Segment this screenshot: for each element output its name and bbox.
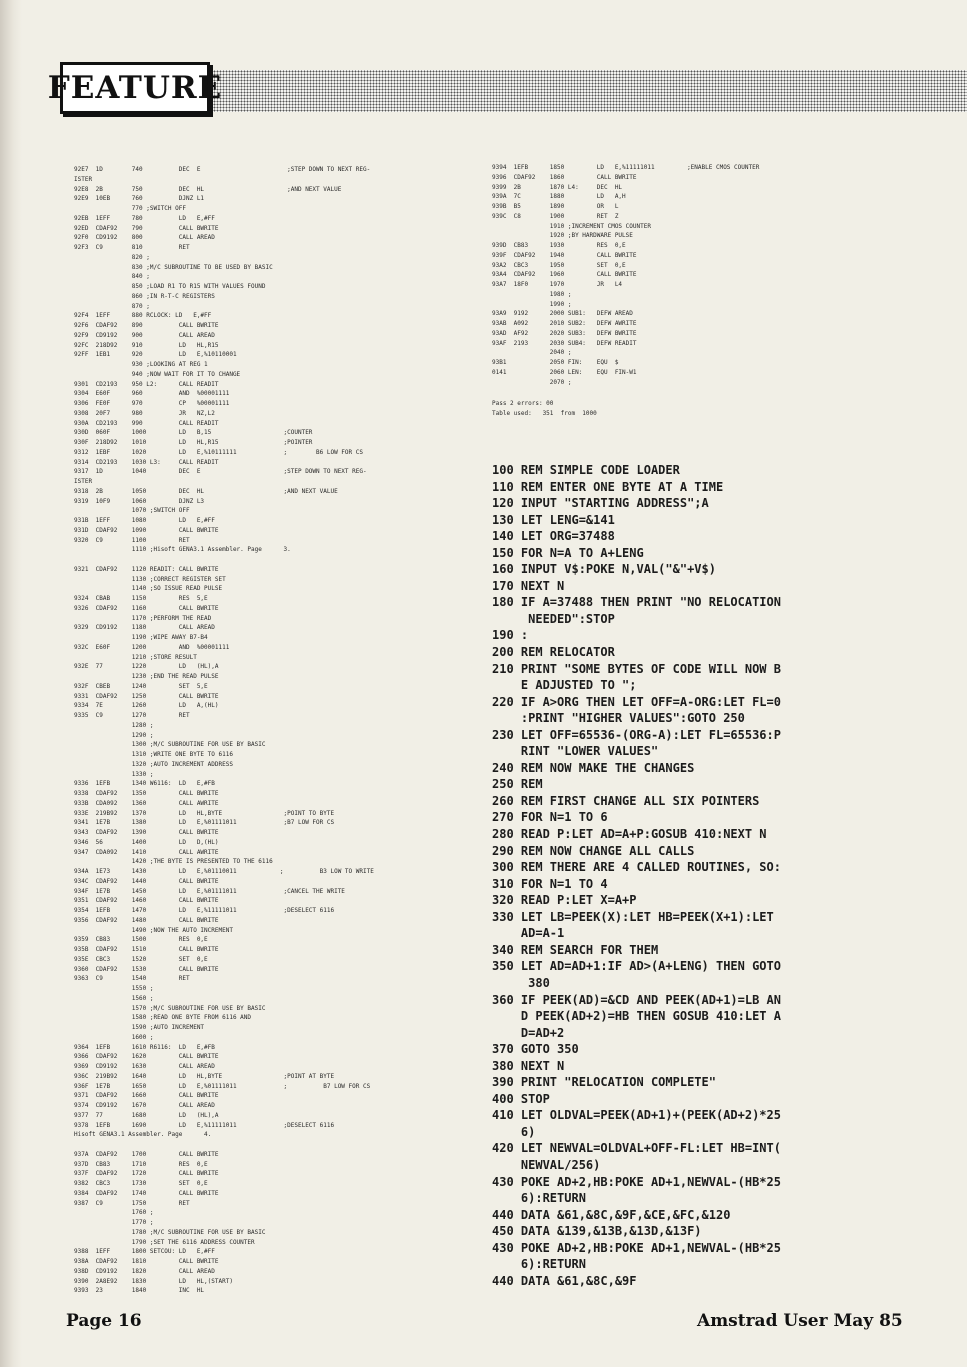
- page-number: Page 16: [66, 1311, 142, 1331]
- assembler-listing-left: 92E7 1D 740 DEC E ;STEP DOWN TO NEXT REG- ISTER 92E8 2B 750 DEC HL ;AND NEXT VALUE 92E9 10EB 760 DJNZ L1 770 ;SWITCH OFF 92EB 1EFF 780 LD E,#FF 92ED CDAF92 790 CALL BWRITE 92F0 CD9192 800 CALL AREAD 92F3 C9 810 RET 820 ; 830 ;M/C SUBROUTINE TO BE USED BY BASIC 840 ; 850 ;LOAD R1 TO R15 WITH VALUES FOUND 860 ;IN R-T-C REGISTERS 870 ; 92F4 1EFF 880 RCLOCK: LD E,#FF 92F6 CDAF92 890 CALL BWRITE 92F9 CD9192 900 CALL AREAD 92FC 218D92 910 LD HL,R15 92FF 1EB1 920 LD E,%10110001 930 ;LOOKING AT REG 1 940 ;NOW WAIT FOR IT TO CHANGE 9301 CD2193 950 L2: CALL READIT 9304 E60F 960 AND %00001111 9306 FE0F 970 CP %00001111 9308 20F7 980 JR NZ,L2 930A CD2193 990 CALL READIT 930D 060F 1000 LD B,15 ;COUNTER 930F 218D92 1010 LD HL,R15 ;POINTER 9312 1EBF 1020 LD E,%10111111 ; B6 LOW FOR CS 9314 CD2193 1030 L3: CALL READIT 9317 1D 1040 DEC E ;STEP DOWN TO NEXT REG- ISTER 9318 2B 1050 DEC HL ;AND NEXT VALUE 9319 10F9 1060 DJNZ L3 1070 ;SWITCH OFF 931B 1EFF 1080 LD E,#FF 931D CDAF92 1090 CALL BWRITE 9320 C9 1100 RET 1110 ;Hisoft GENA3.1 Assembler. Page 3. 9321 CDAF92 1120 READIT: CALL BWRITE 1130 ;CORRECT REGISTER SET 1140 ;SO ISSUE READ PULSE 9324 CBAB 1150 RES 5,E 9326 CDAF92 1160 CALL BWRITE 1170 ;PERFORM THE READ 9329 CD9192 1180 CALL AREAD 1190 ;WIPE AWAY B7-B4 932C E60F 1200 AND %00001111 1210 ;STORE RESULT 932E 77 1220 LD (HL),A 1230 ;END THE READ PULSE 932F CBEB 1240 SET 5,E 9331 CDAF92 1250 CALL BWRITE 9334 7E 1260 LD A,(HL) 9335 C9 1270 RET 1280 ; 1290 ; 1300 ;M/C SUBROUTINE FOR USE BY BASIC 1310 ;WRITE ONE BYTE TO 6116 1320 ;AUTO INCREMENT ADDRESS 1330 ; 9336 1EFB 1340 W6116: LD E,#FB 9338 CDAF92 1350 CALL BWRITE 933B CDA092 1360 CALL AWRITE 933E 219B92 1370 LD HL,BYTE ;POINT TO BYTE 9341 1E7B 1380 LD E,%01111011 ;B7 LOW FOR CS 9343 CDAF92 1390 CALL BWRITE 9346 56 1400 LD D,(HL) 9347 CDA092 1410 CALL AWRITE 1420 ;THE BYTE IS PRESENTED TO THE 6116 934A 1E73 1430 LD E,%01110011 ; B3 LOW TO WRITE 934C CDAF92 1440 CALL BWRITE 934F 1E7B 1450 LD E,%01111011 ;CANCEL THE WRITE 9351 CDAF92 1460 CALL BWRITE 9354 1EFB 1470 LD E,%11111011 ;DESELECT 6116 9356 CDAF92 1480 CALL BWRITE 1490 ;NOW THE AUTO INCREMENT 9359 CB83 1500 RES 0,E 935B CDAF92 1510 CALL BWRITE 935E CBC3 1520 SET 0,E 9360 CDAF92 1530 CALL BWRITE 9363 C9 1540 RET 1550 ; 1560 ; 1570 ;M/C SUBROUTINE FOR USE BY BASIC 1580 ;READ ONE BYTE FROM 6116 AND 1590 ;AUTO INCREMENT 1600 ; 9364 1EFB 1610 R6116: LD E,#FB 9366 CDAF92 1620 CALL BWRITE 9369 CD9192 1630 CALL AREAD 936C 219B92 1640 LD HL,BYTE ;POINT AT BYTE 936F 1E7B 1650 LD E,%01111011 ; B7 LOW FOR CS 9371 CDAF92 1660 CALL BWRITE 9374 CD9192 1670 CALL AREAD 9377 77 1680 LD (HL),A 9378 1EFB 1690 LD E,%11111011 ;DESELECT 6116 Hisoft GENA3.1 Assembler. Page 4. 937A CDAF92 1700 CALL BWRITE 937D CB83 1710 RES 0,E 937F CDAF92 1720 CALL BWRITE 9382 CBC3 1730 SET 0,E 9384 CDAF92 1740 CALL BWRITE 9387 C9 1750 RET 1760 ; 1770 ; 1780 ;M/C SUBROUTINE FOR USE BY BASIC 1790 ;SET THE 6116 ADDRESS COUNTER 9388 1EFF 1800 SETCOU: LD E,#FF 938A CDAF92 1810 CALL BWRITE 938D CD9192 1820 CALL AREAD 9390 2A8E92 1830 LD HL,(START) 9393 23 1840 INC HL: [74, 166, 374, 1295]
- assembler-stats: Pass 2 errors: 00 Table used: 351 from 1000: [492, 400, 597, 417]
- assembler-listing-right: 9394 1EFB 1850 LD E,%11111011 ;ENABLE CMOS COUNTER 9396 CDAF92 1860 CALL BWRITE 9399 2B 1870 L4: DEC HL 939A 7C 1880 LD A,H 939B B5 1890 OR L 939C C8 1900 RET Z 1910 ;INCREMENT CMOS COUNTER 1920 ;BY HARDWARE PULSE 939D CB83 1930 RES 0,E 939F CDAF92 1940 CALL BWRITE 93A2 CBC3 1950 SET 0,E 93A4 CDAF92 1960 CALL BWRITE 93A7 18F0 1970 JR L4 1980 ; 1990 ; 93A9 9192 2000 SUB1: DEFW AREAD 93AB A092 2010 SUB2: DEFW AWRITE 93AD AF92 2020 SUB3: DEFW BWRITE 93AF 2193 2030 SUB4: DEFW READIT 2040 ; 93B1 2050 FIN: EQU $ 0141 2060 LEN: EQU FIN-W1 2070 ;: [492, 164, 760, 386]
- section-title: FEATURE: [60, 62, 210, 114]
- basic-program-listing: 100 REM SIMPLE CODE LOADER 110 REM ENTER ONE BYTE AT A TIME 120 INPUT "STARTING ADDRESS";A 130 LET LENG=&141 140 LET ORG=37488 150 FOR N=A TO A+LENG 160 INPUT V$:POKE N,VAL("&"+V$) 170 NEXT N 180 IF A=37488 THEN PRINT "NO RELOCATION NEEDED":STOP 190 : 200 REM RELOCATOR 210 PRINT "SOME BYTES OF CODE WILL NOW B E ADJUSTED TO "; 220 IF A>ORG THEN LET OFF=A-ORG:LET FL=0 :PRINT "HIGHER VALUES":GOTO 250 230 LET OFF=65536-(ORG-A):LET FL=65536:P RINT "LOWER VALUES" 240 REM NOW MAKE THE CHANGES 250 REM 260 REM FIRST CHANGE ALL SIX POINTERS 270 FOR N=1 TO 6 280 READ P:LET AD=A+P:GOSUB 410:NEXT N 290 REM NOW CHANGE ALL CALLS 300 REM THERE ARE 4 CALLED ROUTINES, SO: 310 FOR N=1 TO 4 320 READ P:LET X=A+P 330 LET LB=PEEK(X):LET HB=PEEK(X+1):LET AD=A-1 340 REM SEARCH FOR THEM 350 LET AD=AD+1:IF AD>(A+LENG) THEN GOTO 380 360 IF PEEK(AD)=&CD AND PEEK(AD+1)=LB AN D PEEK(AD+2)=HB THEN GOSUB 410:LET A D=AD+2 370 GOTO 350 380 NEXT N 390 PRINT "RELOCATION COMPLETE" 400 STOP 410 LET OLDVAL=PEEK(AD+1)+(PEEK(AD+2)*25 6) 420 LET NEWVAL=OLDVAL+OFF-FL:LET HB=INT( NEWVAL/256) 430 POKE AD+2,HB:POKE AD+1,NEWVAL-(HB*25 6):RETURN 440 DATA &61,&8C,&9F,&CE,&FC,&120 450 DATA &139,&13B,&13D,&13F) 430 POKE AD+2,HB:POKE AD+1,NEWVAL-(HB*25 6):RETURN 440 DATA &61,&8C,&9F: [492, 463, 781, 1288]
- publication-footer: Amstrad User May 85: [697, 1311, 903, 1331]
- page-binding-shadow: [0, 0, 22, 1367]
